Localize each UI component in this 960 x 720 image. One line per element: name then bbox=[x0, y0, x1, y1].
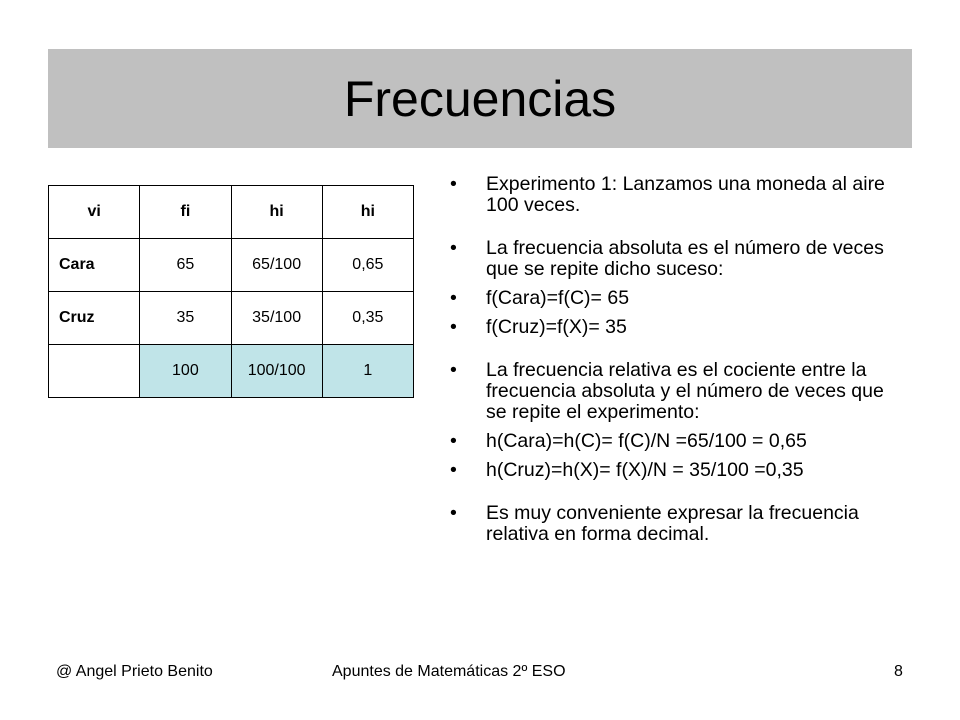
bullet-icon: • bbox=[450, 287, 457, 309]
cell-label bbox=[49, 345, 140, 398]
bullet-text: Es muy conveniente expresar la frecuencia relativa en forma decimal. bbox=[486, 502, 859, 545]
bullet-item bbox=[450, 431, 895, 452]
bullet-text: f(Cara)=f(C)= 65 bbox=[486, 287, 630, 309]
bullet-item bbox=[450, 360, 895, 423]
bullet-item bbox=[450, 288, 895, 309]
slide-title: Frecuencias bbox=[343, 70, 617, 127]
cell-fi: 65 bbox=[140, 239, 231, 292]
bullet-item bbox=[450, 317, 895, 338]
cell-hi-decimal-total: 1 bbox=[322, 345, 413, 398]
bullet-item bbox=[450, 503, 895, 545]
bullet-text: h(Cruz)=h(X)= f(X)/N = 35/100 =0,35 bbox=[486, 459, 804, 481]
title-bar bbox=[48, 49, 912, 148]
footer-author: @ Angel Prieto Benito bbox=[56, 663, 213, 680]
bullet-item bbox=[450, 238, 895, 280]
table-row bbox=[49, 239, 414, 292]
footer-course: Apuntes de Matemáticas 2º ESO bbox=[332, 663, 566, 680]
table-row bbox=[49, 292, 414, 345]
bullet-icon: • bbox=[450, 502, 457, 524]
table-total-row bbox=[49, 345, 414, 398]
cell-hi-fraction: 35/100 bbox=[231, 292, 322, 345]
frequency-table bbox=[48, 185, 414, 398]
table-header-row bbox=[49, 186, 414, 239]
bullet-icon: • bbox=[450, 430, 457, 452]
cell-label: Cruz bbox=[49, 292, 140, 345]
bullet-icon: • bbox=[450, 459, 457, 481]
bullet-list bbox=[450, 174, 895, 545]
cell-hi-decimal: 0,65 bbox=[322, 239, 413, 292]
header-fi: fi bbox=[140, 186, 231, 239]
bullet-item bbox=[450, 174, 895, 216]
bullet-text: La frecuencia absoluta es el número de veces que se repite dicho suceso: bbox=[486, 237, 884, 280]
cell-fi-total: 100 bbox=[140, 345, 231, 398]
header-hi-decimal: hi bbox=[322, 186, 413, 239]
bullet-text: f(Cruz)=f(X)= 35 bbox=[486, 316, 627, 338]
bullet-text: La frecuencia relativa es el cociente entre la frecuencia absoluta y el número de veces que se repite el experimento: bbox=[486, 359, 884, 423]
cell-hi-decimal: 0,35 bbox=[322, 292, 413, 345]
cell-hi-fraction: 65/100 bbox=[231, 239, 322, 292]
bullet-icon: • bbox=[450, 237, 457, 259]
bullet-item bbox=[450, 460, 895, 481]
bullet-icon: • bbox=[450, 173, 457, 195]
header-vi: vi bbox=[49, 186, 140, 239]
bullet-text: Experimento 1: Lanzamos una moneda al aire 100 veces. bbox=[486, 173, 885, 216]
footer-page-number: 8 bbox=[894, 663, 903, 680]
cell-fi: 35 bbox=[140, 292, 231, 345]
header-hi: hi bbox=[231, 186, 322, 239]
bullet-icon: • bbox=[450, 316, 457, 338]
cell-label: Cara bbox=[49, 239, 140, 292]
bullet-text: h(Cara)=h(C)= f(C)/N =65/100 = 0,65 bbox=[486, 430, 807, 452]
bullet-icon: • bbox=[450, 359, 457, 381]
cell-hi-fraction-total: 100/100 bbox=[231, 345, 322, 398]
